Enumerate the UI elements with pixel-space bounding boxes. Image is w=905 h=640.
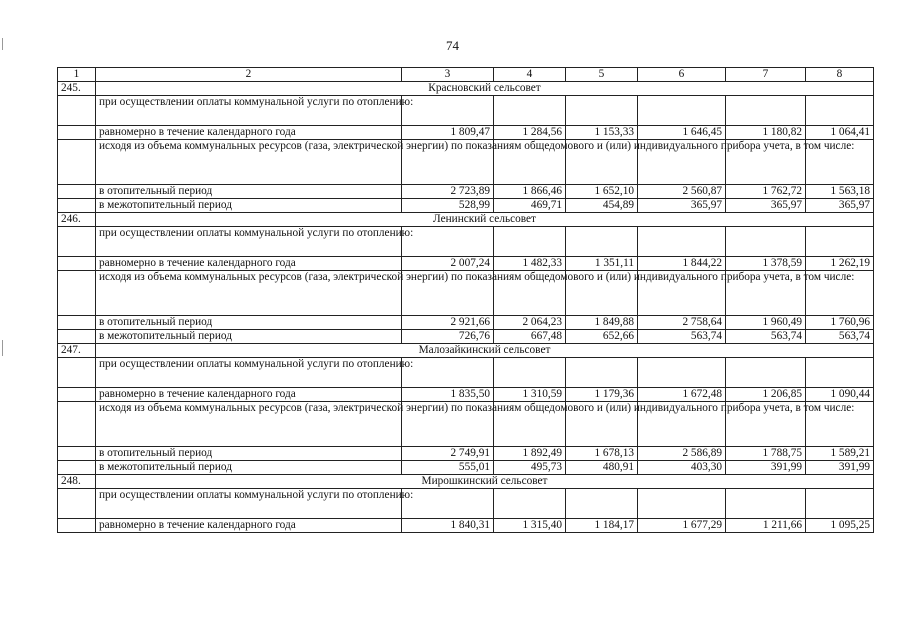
header-cell: 3 <box>402 68 494 82</box>
value-cell: 1 184,17 <box>566 519 638 533</box>
section-row <box>58 475 874 489</box>
row-number-cell <box>58 447 96 461</box>
header-cell: 8 <box>806 68 874 82</box>
value-cell: 2 064,23 <box>494 316 566 330</box>
value-cell: 563,74 <box>806 330 874 344</box>
value-cell: 480,91 <box>566 461 638 475</box>
value-cell: 1 563,18 <box>806 185 874 199</box>
value-cell: 1 180,82 <box>726 126 806 140</box>
table-row <box>58 271 874 316</box>
header-row <box>58 68 874 82</box>
value-cell <box>494 227 566 257</box>
row-number-cell <box>58 489 96 519</box>
value-cell: 1 206,85 <box>726 388 806 402</box>
value-cell: 1 809,47 <box>402 126 494 140</box>
table-row <box>58 316 874 330</box>
value-cell: 1 095,25 <box>806 519 874 533</box>
row-label: при осуществлении оплаты коммунальной услуги по отоплению: <box>96 227 402 257</box>
row-label: равномерно в течение календарного года <box>96 388 402 402</box>
scan-edge-mark <box>2 340 3 356</box>
row-number-cell <box>58 271 96 316</box>
value-cell: 1 835,50 <box>402 388 494 402</box>
value-cell <box>638 489 726 519</box>
value-cell <box>566 96 638 126</box>
value-cell <box>402 489 494 519</box>
value-cell: 454,89 <box>566 199 638 213</box>
row-label: в отопительный период <box>96 185 402 199</box>
value-cell: 1 378,59 <box>726 257 806 271</box>
value-cell: 1 849,88 <box>566 316 638 330</box>
value-cell: 1 840,31 <box>402 519 494 533</box>
value-cell: 1 678,13 <box>566 447 638 461</box>
value-cell: 1 677,29 <box>638 519 726 533</box>
row-label: исходя из объема коммунальных ресурсов (газа, электрической энергии) по показаниям общедомового и (или) индивидуального прибора учета, в том числе: <box>96 271 402 316</box>
value-cell: 1 310,59 <box>494 388 566 402</box>
value-cell: 1 262,19 <box>806 257 874 271</box>
table-body <box>58 68 874 533</box>
value-cell: 2 007,24 <box>402 257 494 271</box>
value-cell: 1 284,56 <box>494 126 566 140</box>
table-row <box>58 185 874 199</box>
value-cell: 2 586,89 <box>638 447 726 461</box>
value-cell <box>566 358 638 388</box>
value-cell: 1 153,33 <box>566 126 638 140</box>
header-cell: 1 <box>58 68 96 82</box>
row-number-cell <box>58 402 96 447</box>
value-cell: 555,01 <box>402 461 494 475</box>
section-row <box>58 344 874 358</box>
header-cell: 5 <box>566 68 638 82</box>
row-label: в межотопительный период <box>96 199 402 213</box>
row-number-cell <box>58 316 96 330</box>
section-number: 247. <box>58 344 96 358</box>
value-cell: 528,99 <box>402 199 494 213</box>
row-label: при осуществлении оплаты коммунальной услуги по отоплению: <box>96 96 402 126</box>
row-number-cell <box>58 227 96 257</box>
value-cell: 365,97 <box>638 199 726 213</box>
table-row <box>58 96 874 126</box>
value-cell: 1 211,66 <box>726 519 806 533</box>
row-label: при осуществлении оплаты коммунальной услуги по отоплению: <box>96 358 402 388</box>
section-title: Красновский сельсовет <box>96 82 874 96</box>
table-row <box>58 126 874 140</box>
row-number-cell <box>58 461 96 475</box>
row-number-cell <box>58 388 96 402</box>
section-number: 248. <box>58 475 96 489</box>
value-cell: 365,97 <box>726 199 806 213</box>
row-number-cell <box>58 185 96 199</box>
value-cell <box>806 96 874 126</box>
value-cell: 1 064,41 <box>806 126 874 140</box>
row-label: исходя из объема коммунальных ресурсов (газа, электрической энергии) по показаниям общедомового и (или) индивидуального прибора учета, в том числе: <box>96 140 402 185</box>
header-cell: 4 <box>494 68 566 82</box>
value-cell: 1 482,33 <box>494 257 566 271</box>
row-label: исходя из объема коммунальных ресурсов (газа, электрической энергии) по показаниям общедомового и (или) индивидуального прибора учета, в том числе: <box>96 402 402 447</box>
row-label: равномерно в течение календарного года <box>96 257 402 271</box>
scan-edge-mark <box>2 38 3 50</box>
table-row <box>58 388 874 402</box>
header-cell: 2 <box>96 68 402 82</box>
row-label: в межотопительный период <box>96 461 402 475</box>
row-label: равномерно в течение календарного года <box>96 519 402 533</box>
value-cell: 365,97 <box>806 199 874 213</box>
value-cell <box>402 96 494 126</box>
value-cell: 2 749,91 <box>402 447 494 461</box>
row-number-cell <box>58 96 96 126</box>
value-cell: 1 652,10 <box>566 185 638 199</box>
value-cell <box>806 489 874 519</box>
table-row <box>58 447 874 461</box>
row-number-cell <box>58 126 96 140</box>
tariff-table <box>57 67 874 533</box>
value-cell: 1 762,72 <box>726 185 806 199</box>
row-label: в межотопительный период <box>96 330 402 344</box>
value-cell <box>638 227 726 257</box>
value-cell: 563,74 <box>726 330 806 344</box>
value-cell: 2 921,66 <box>402 316 494 330</box>
value-cell <box>638 96 726 126</box>
section-title: Ленинский сельсовет <box>96 213 874 227</box>
value-cell <box>726 227 806 257</box>
table-row <box>58 489 874 519</box>
table-row <box>58 519 874 533</box>
page-number: 74 <box>446 38 459 53</box>
header-cell: 6 <box>638 68 726 82</box>
table-row <box>58 402 874 447</box>
row-number-cell <box>58 257 96 271</box>
value-cell: 1 589,21 <box>806 447 874 461</box>
value-cell: 469,71 <box>494 199 566 213</box>
value-cell <box>726 96 806 126</box>
value-cell: 1 788,75 <box>726 447 806 461</box>
value-cell: 391,99 <box>726 461 806 475</box>
value-cell <box>726 489 806 519</box>
value-cell: 1 090,44 <box>806 388 874 402</box>
row-number-cell <box>58 199 96 213</box>
value-cell <box>806 227 874 257</box>
value-cell: 391,99 <box>806 461 874 475</box>
table-row <box>58 140 874 185</box>
value-cell: 1 179,36 <box>566 388 638 402</box>
table-row <box>58 227 874 257</box>
value-cell <box>726 358 806 388</box>
table-row <box>58 330 874 344</box>
value-cell: 2 723,89 <box>402 185 494 199</box>
value-cell: 1 844,22 <box>638 257 726 271</box>
value-cell: 495,73 <box>494 461 566 475</box>
header-cell: 7 <box>726 68 806 82</box>
table-row <box>58 358 874 388</box>
value-cell <box>494 96 566 126</box>
section-number: 245. <box>58 82 96 96</box>
value-cell: 1 646,45 <box>638 126 726 140</box>
section-title: Малозайкинский сельсовет <box>96 344 874 358</box>
row-number-cell <box>58 358 96 388</box>
value-cell <box>402 227 494 257</box>
value-cell: 1 672,48 <box>638 388 726 402</box>
row-label: в отопительный период <box>96 447 402 461</box>
row-number-cell <box>58 330 96 344</box>
value-cell: 726,76 <box>402 330 494 344</box>
value-cell <box>494 358 566 388</box>
section-row <box>58 213 874 227</box>
value-cell <box>806 358 874 388</box>
value-cell: 667,48 <box>494 330 566 344</box>
value-cell <box>402 358 494 388</box>
value-cell: 1 960,49 <box>726 316 806 330</box>
section-number: 246. <box>58 213 96 227</box>
row-label: при осуществлении оплаты коммунальной услуги по отоплению: <box>96 489 402 519</box>
section-row <box>58 82 874 96</box>
value-cell: 403,30 <box>638 461 726 475</box>
value-cell: 1 351,11 <box>566 257 638 271</box>
table-row <box>58 461 874 475</box>
value-cell <box>566 227 638 257</box>
value-cell: 2 758,64 <box>638 316 726 330</box>
value-cell: 1 760,96 <box>806 316 874 330</box>
row-number-cell <box>58 140 96 185</box>
value-cell: 563,74 <box>638 330 726 344</box>
table-row <box>58 257 874 271</box>
value-cell: 1 315,40 <box>494 519 566 533</box>
row-label: равномерно в течение календарного года <box>96 126 402 140</box>
row-label: в отопительный период <box>96 316 402 330</box>
value-cell <box>494 489 566 519</box>
value-cell: 1 866,46 <box>494 185 566 199</box>
value-cell <box>566 489 638 519</box>
value-cell: 2 560,87 <box>638 185 726 199</box>
section-title: Мирошкинский сельсовет <box>96 475 874 489</box>
value-cell <box>638 358 726 388</box>
value-cell: 652,66 <box>566 330 638 344</box>
row-number-cell <box>58 519 96 533</box>
table-row <box>58 199 874 213</box>
value-cell: 1 892,49 <box>494 447 566 461</box>
